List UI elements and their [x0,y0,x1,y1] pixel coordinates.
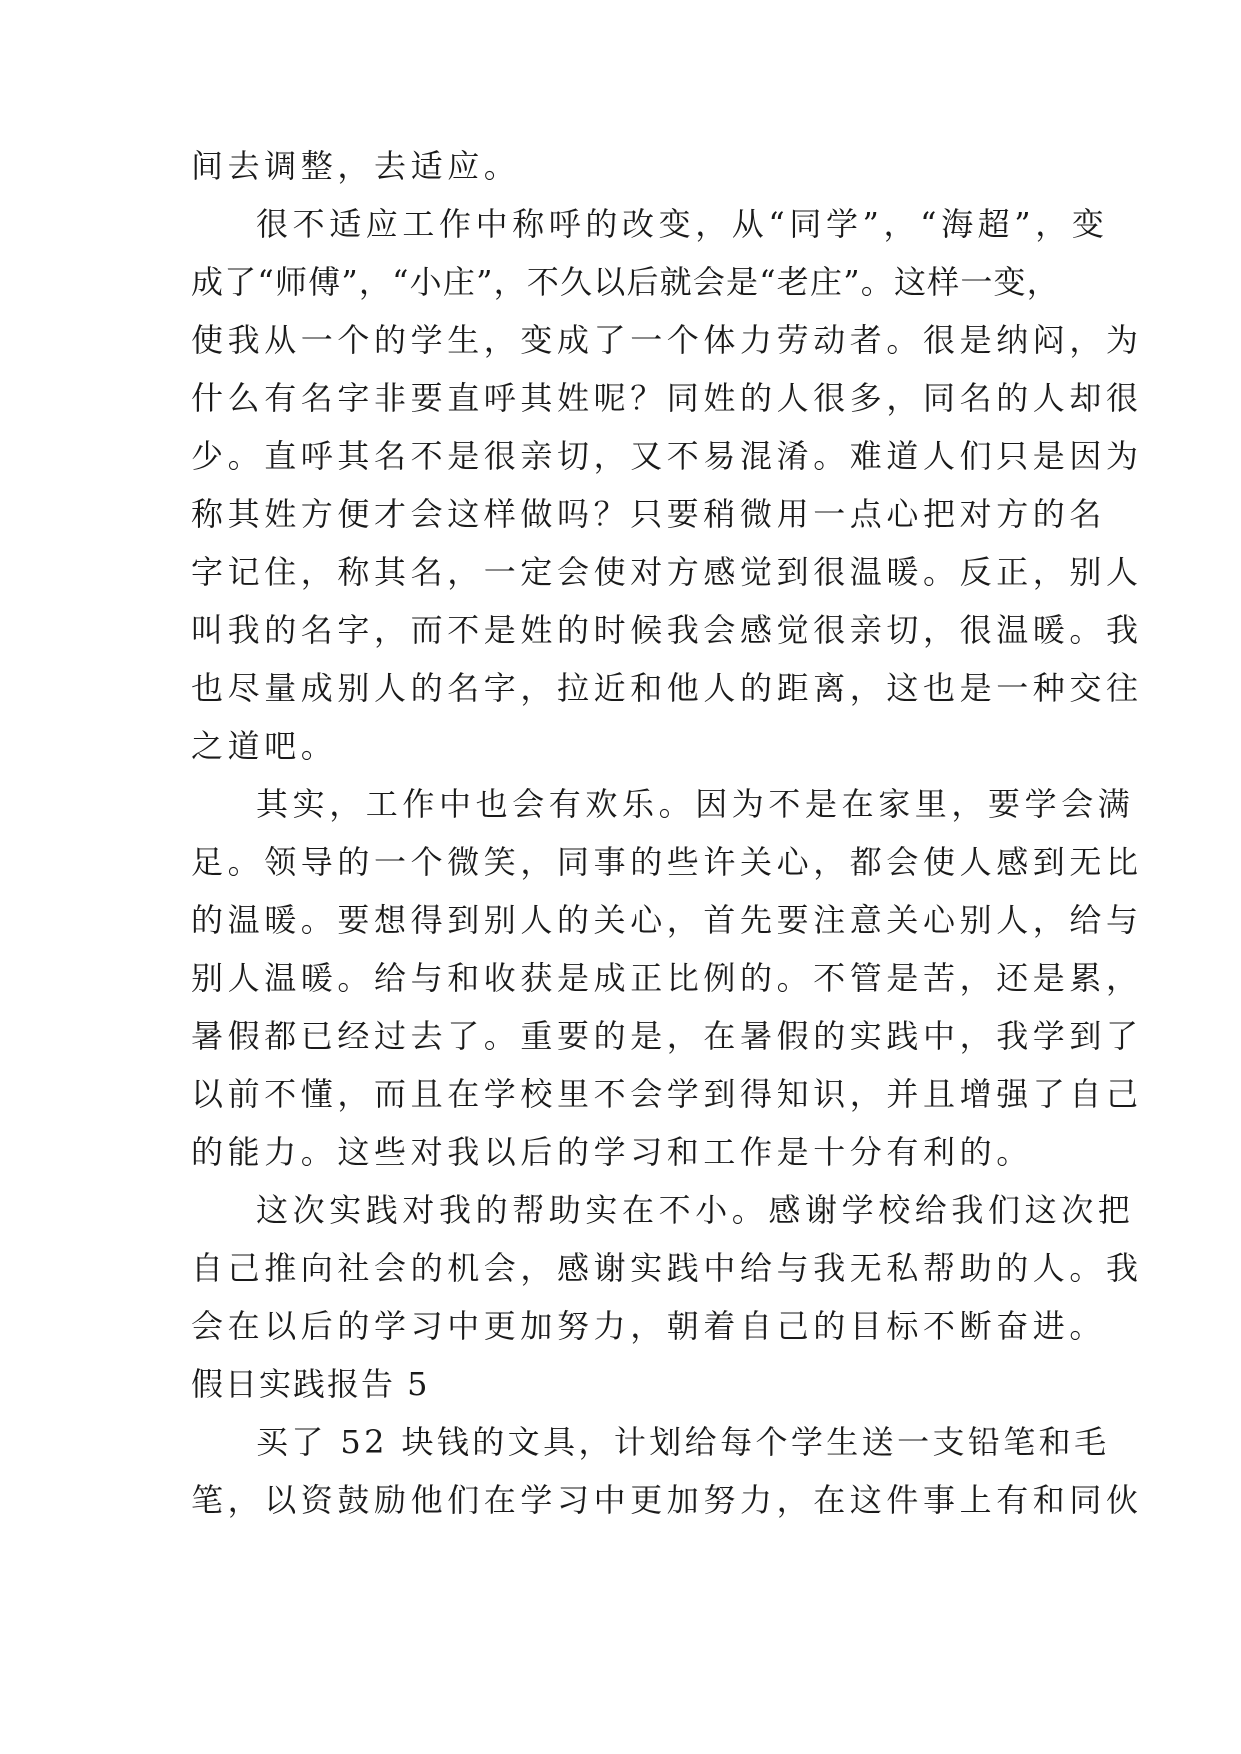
text-line: 的温暖。要想得到别人的关心，首先要注意关心别人，给与 [191,901,1143,939]
text-line: 成了“师傅”，“小庄”，不久以后就会是“老庄”。这样一变， [191,263,1060,301]
text-line: 暑假都已经过去了。重要的是，在暑假的实践中，我学到了 [191,1017,1143,1055]
text-line: 足。领导的一个微笑，同事的些许关心，都会使人感到无比 [191,843,1143,881]
text-line: 使我从一个的学生，变成了一个体力劳动者。很是纳闷，为 [191,321,1143,359]
text-line: 少。直呼其名不是很亲切，又不易混淆。难道人们只是因为 [191,437,1143,475]
text-line: 别人温暖。给与和收获是成正比例的。不管是苦，还是累， [191,959,1143,997]
text-line: 之道吧。 [191,727,338,765]
text-line: 笔，以资鼓励他们在学习中更加努力，在这件事上有和同伙 [191,1481,1143,1519]
text-line: 间去调整，去适应。 [191,147,521,185]
paragraph-start-line: 买了 52 块钱的文具，计划给每个学生送一支铅笔和毛 [256,1423,1110,1461]
text-line: 叫我的名字，而不是姓的时候我会感觉很亲切，很温暖。我 [191,611,1143,649]
text-line: 什么有名字非要直呼其姓呢？同姓的人很多，同名的人却很 [191,379,1143,417]
text-line: 字记住，称其名，一定会使对方感觉到很温暖。反正，别人 [191,553,1143,591]
paragraph-start-line: 其实，工作中也会有欢乐。因为不是在家里，要学会满 [256,785,1135,823]
text-line: 称其姓方便才会这样做吗？只要稍微用一点心把对方的名 [191,495,1107,533]
text-line: 也尽量成别人的名字，拉近和他人的距离，这也是一种交往 [191,669,1143,707]
paragraph-start-line: 很不适应工作中称呼的改变，从“同学”，“海超”，变 [256,205,1109,243]
text-line: 以前不懂，而且在学校里不会学到得知识，并且增强了自己 [191,1075,1143,1113]
text-line: 的能力。这些对我以后的学习和工作是十分有利的。 [191,1133,1033,1171]
text-line: 会在以后的学习中更加努力，朝着自己的目标不断奋进。 [191,1307,1107,1345]
text-line: 自己推向社会的机会，感谢实践中给与我无私帮助的人。我 [191,1249,1143,1287]
paragraph-start-line: 这次实践对我的帮助实在不小。感谢学校给我们这次把 [256,1191,1135,1229]
section-heading: 假日实践报告 5 [191,1365,430,1403]
